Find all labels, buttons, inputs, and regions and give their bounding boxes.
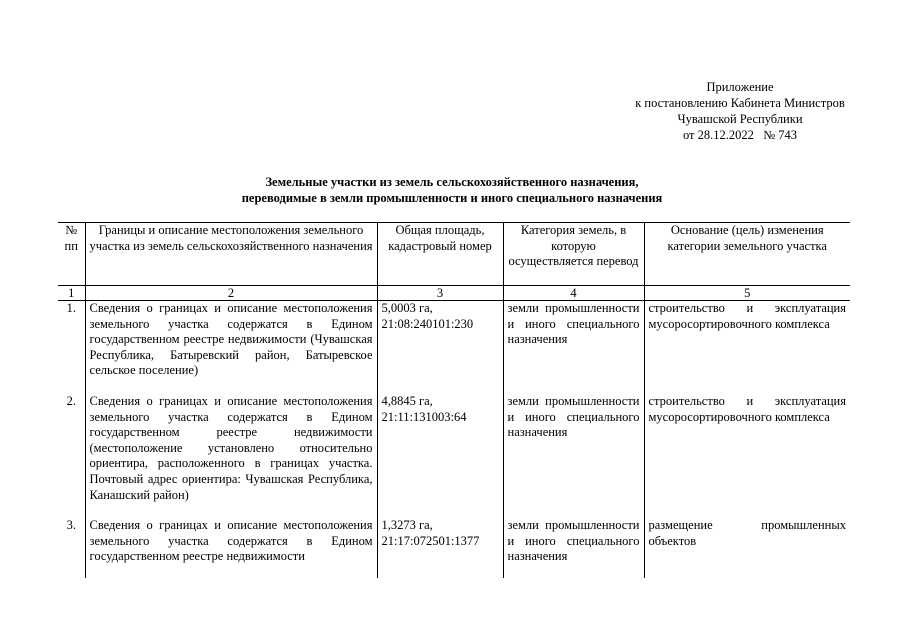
row-area-cadastral: [377, 518, 503, 578]
row-area: 4,8845 га,: [381, 394, 433, 408]
table-row: [58, 518, 850, 578]
row-description: Сведения о границах и описание местоположения земельного участка содержатся в Едином государственном реестре недвижимости (Чувашская Республика, Батыревский район, Батыревское сельское поселение): [85, 301, 377, 395]
row-description: Сведения о границах и описание местоположения земельного участка содержатся в Едином государственном реестре недвижимости: [85, 518, 377, 578]
land-plots-table: [58, 222, 850, 578]
row-category: земли промышленности и иного специального назначения: [503, 301, 644, 395]
table-row: [58, 394, 850, 518]
row-number: 2.: [66, 394, 76, 408]
column-number: 3: [377, 286, 503, 301]
row-cadastral-number: 21:11:131003:64: [381, 409, 467, 424]
title-line: переводимые в земли промышленности и иного специального назначения: [241, 191, 663, 205]
row-description: Сведения о границах и описание местоположения земельного участка содержатся в Едином государственном реестре недвижимости (местоположение установлено относительно ориентира, расположенного в границах участка. Почтовый адрес ориентира: Чувашская Республика, Канашский район): [85, 394, 377, 518]
header-cell-number: № пп: [58, 223, 85, 286]
appendix-line: к постановлению Кабинета Министров: [635, 96, 845, 110]
header-cell-purpose: Основание (цель) изменения категории земельного участка: [644, 223, 850, 286]
appendix-line: Чувашской Республики: [677, 112, 803, 126]
header-cell-description: Границы и описание местоположения земельного участка из земель сельскохозяйственного назначения: [85, 223, 377, 286]
row-number: 1.: [66, 301, 76, 315]
column-number: 1: [58, 286, 85, 301]
appendix-date-number: от 28.12.2022 № 743: [682, 128, 798, 142]
column-number: 2: [85, 286, 377, 301]
row-category: земли промышленности и иного специального назначения: [503, 394, 644, 518]
row-area: 5,0003 га,: [381, 301, 433, 315]
column-numbers-row: [58, 286, 850, 301]
column-number: 5: [644, 286, 850, 301]
row-purpose: строительство и эксплуатация мусоросортировочного комплекса: [644, 394, 850, 518]
header-cell-area: Общая площадь, кадастровый номер: [377, 223, 503, 286]
row-cadastral-number: 21:08:240101:230: [381, 316, 474, 331]
title-line: Земельные участки из земель сельскохозяйственного назначения,: [265, 175, 639, 189]
header-cell-category: Категория земель, в которую осуществляется перевод: [503, 223, 644, 286]
table-header-row: [58, 223, 850, 286]
row-purpose: размещение промышленных объектов: [644, 518, 850, 578]
row-area-cadastral: [377, 394, 503, 518]
row-area-cadastral: [377, 301, 503, 395]
appendix-line: Приложение: [706, 80, 774, 94]
row-purpose: строительство и эксплуатация мусоросортировочного комплекса: [644, 301, 850, 395]
row-area: 1,3273 га,: [381, 518, 433, 532]
table-row: [58, 301, 850, 395]
column-number: 4: [503, 286, 644, 301]
row-number: 3.: [66, 518, 76, 532]
appendix-block: [590, 79, 890, 143]
document-title: [60, 174, 844, 206]
row-cadastral-number: 21:17:072501:1377: [381, 533, 480, 548]
row-category: земли промышленности и иного специального назначения: [503, 518, 644, 578]
